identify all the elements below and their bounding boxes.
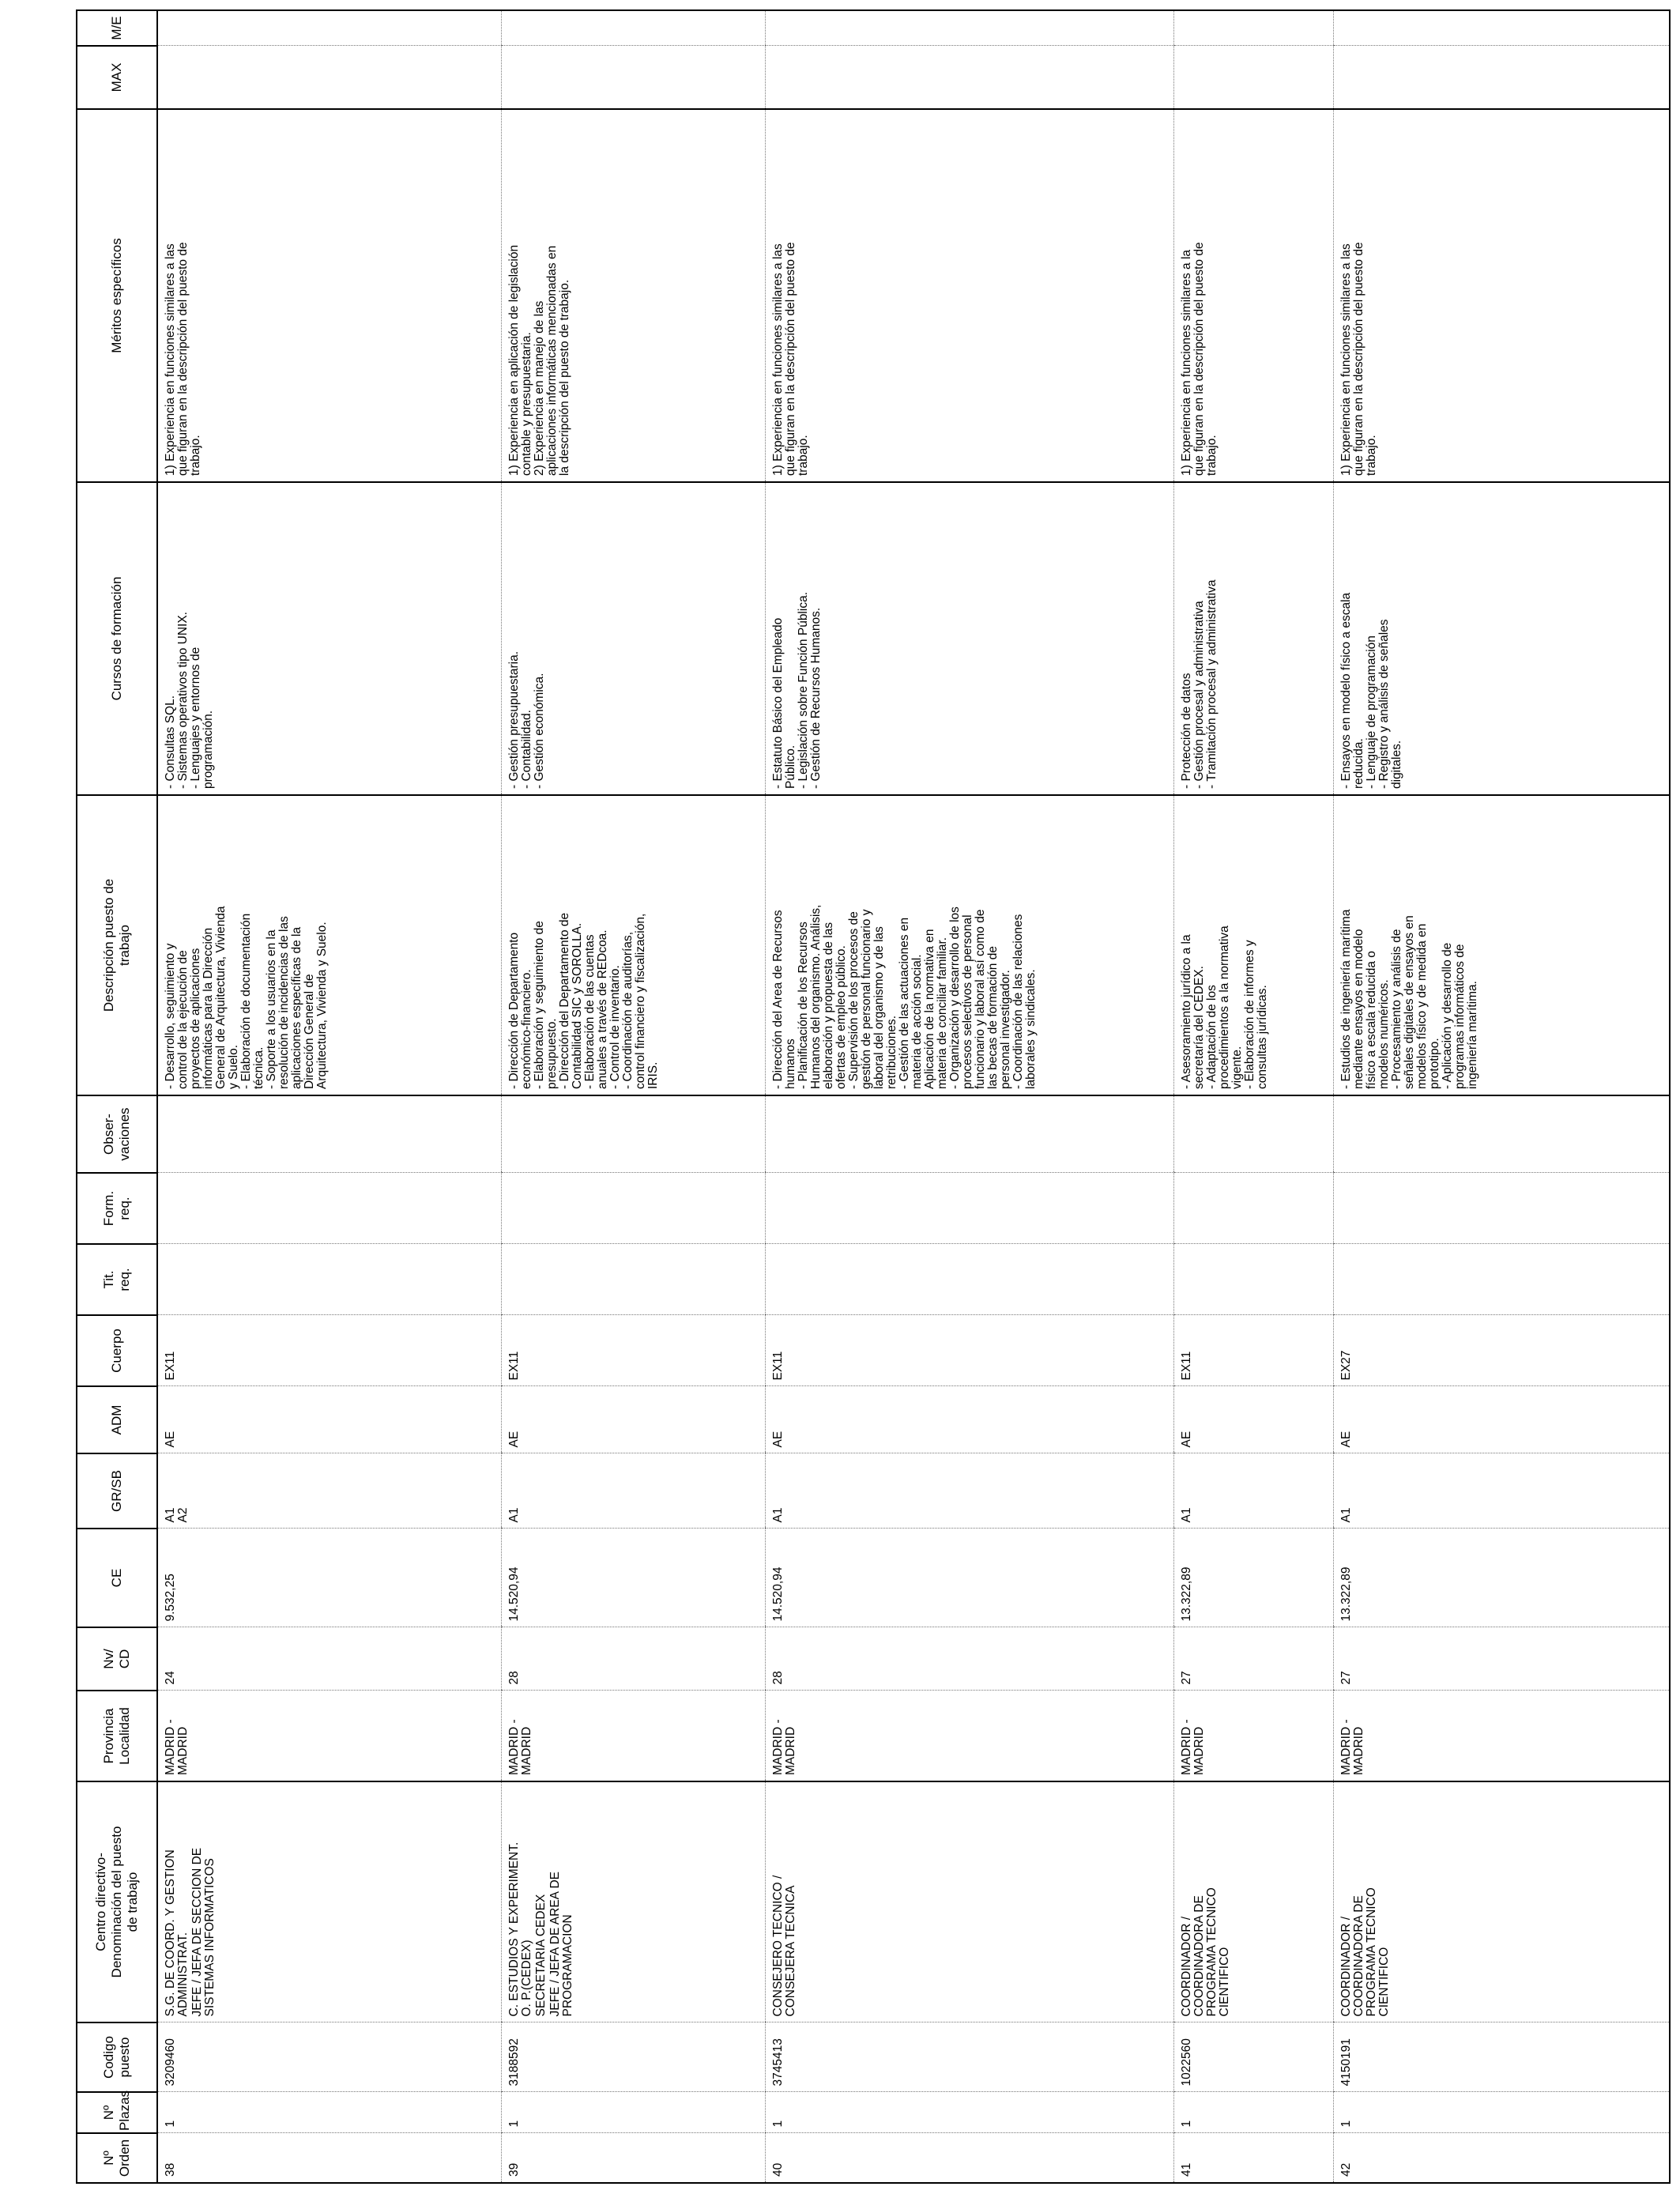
provincia-cell: MADRID - MADRID: [501, 1691, 765, 1781]
header-adm: ADM: [77, 1386, 157, 1453]
provincia-cell: MADRID - MADRID: [766, 1691, 1173, 1781]
header-centro: Centro directivo- Denominación del puesto de trabajo: [77, 1781, 157, 2022]
cursos-cell: - Ensayos en modelo físico a escala reducida. - Lenguaje de programación - Registro y análisis de señales digitales.: [1334, 482, 1670, 795]
adm-cell: AE: [766, 1386, 1173, 1453]
header-ce: CE: [77, 1529, 157, 1627]
header-formacion-req: Form. req.: [77, 1173, 157, 1244]
header-observaciones: Obser- vaciones: [77, 1095, 157, 1173]
max-cell: [1334, 46, 1670, 109]
titulacion-cell: [501, 1244, 765, 1315]
adm-cell: AE: [501, 1386, 765, 1453]
cuerpo-cell: EX11: [1173, 1315, 1334, 1386]
table-row: [1334, 10, 1670, 2183]
formacion-req-cell: [1334, 1173, 1670, 1244]
max-cell: [157, 46, 501, 109]
codigo-cell: 4150191: [1334, 2022, 1670, 2092]
ce-cell: 9.532,25: [157, 1529, 501, 1627]
denominacion-label: JEFE / JEFA DE SECCION DE SISTEMAS INFORMATICOS: [190, 1847, 217, 2017]
table-row: [157, 10, 501, 2183]
table-row: [1173, 10, 1334, 2183]
provincia-cell: MADRID - MADRID: [1334, 1691, 1670, 1781]
centro-cell: [157, 1781, 501, 2022]
plazas-cell: 1: [157, 2092, 501, 2133]
observaciones-cell: [501, 1095, 765, 1173]
titulacion-cell: [766, 1244, 1173, 1315]
header-meritos: Méritos específicos: [77, 109, 157, 482]
formacion-req-cell: [157, 1173, 501, 1244]
header-row: [77, 10, 157, 2183]
codigo-cell: 3188592: [501, 2022, 765, 2092]
centro-cell: [1173, 1781, 1334, 2022]
centro-cell: [766, 1781, 1173, 2022]
orden-cell: 41: [1173, 2133, 1334, 2183]
denominacion-label: JEFE / JEFA DE AREA DE PROGRAMACION: [548, 1872, 574, 2017]
header-max: MAX: [77, 46, 157, 109]
descripcion-cell: - Dirección de Departamento económico-financiero. - Elaboración y seguimiento de presupuesto. - Dirección del Departamento de Contabilidad SIC y SOROLLA. - Elaboración de las cuentas anuales a través de REDcoa. - Control de inventario. - Coordinación de auditorías, control financiero y fiscalización, IRIS.: [501, 795, 765, 1095]
meritos-cell: 1) Experiencia en funciones similares a la que figuran en la descripción del puesto de trabajo.: [1173, 109, 1334, 482]
cursos-cell: - Protección de datos - Gestión procesal y administrativa - Tramitación procesal y administrativa: [1173, 482, 1334, 795]
denominacion-label: COORDINADOR / COORDINADORA DE PROGRAMA TECNICO CIENTIFICO: [1179, 1887, 1231, 2017]
denominacion-label: COORDINADOR / COORDINADORA DE PROGRAMA TECNICO CIENTIFICO: [1339, 1887, 1392, 2017]
ce-cell: 13.322,89: [1334, 1529, 1670, 1627]
provincia-cell: MADRID - MADRID: [157, 1691, 501, 1781]
centro-directivo-label: C. ESTUDIOS Y EXPERIMENT. O. P.(CEDEX): [507, 1842, 533, 2017]
observaciones-cell: [1173, 1095, 1334, 1173]
codigo-cell: 3209460: [157, 2022, 501, 2092]
grupo-cell: A1: [1334, 1453, 1670, 1529]
header-codigo: Codigo puesto: [77, 2022, 157, 2092]
titulacion-cell: [1173, 1244, 1334, 1315]
adm-cell: AE: [1173, 1386, 1334, 1453]
cursos-cell: - Gestión presupuestaria. - Contabilidad. - Gestión económica.: [501, 482, 765, 795]
header-orden: Nº Orden: [77, 2133, 157, 2183]
meritos-cell: 1) Experiencia en funciones similares a las que figuran en la descripción del puesto de trabajo.: [1334, 109, 1670, 482]
descripcion-cell: - Dirección del Area de Recursos humanos - Planificación de los Recursos Humanos del organismo. Análisis, elaboración y propuesta de las ofertas de empleo público. - Supervisión de los procesos de gestión de personal funcionario y laboral del organismo y de las retribuciones. - Gestión de las actuaciones en materia de acción social. Aplicación de la normativa en materia de conciliar familiar. - Organización y desarrollo de los procesos selectivos de personal funcionario y laboral así como de las becas de formación de personal investigador. - Coordinación de las relaciones laborales y sindicales.: [766, 795, 1173, 1095]
cursos-cell: - Estatuto Básico del Empleado Público. - Legislación sobre Función Pública. - Gestión de Recursos Humanos.: [766, 482, 1173, 795]
nivel-cell: 24: [157, 1627, 501, 1691]
meritos-cell: 1) Experiencia en funciones similares a las que figuran en la descripción del puesto de trabajo.: [766, 109, 1173, 482]
cuerpo-cell: EX27: [1334, 1315, 1670, 1386]
header-provincia: Provincia Localidad: [77, 1691, 157, 1781]
header-titulacion: Tit. req.: [77, 1244, 157, 1315]
orden-cell: 42: [1334, 2133, 1670, 2183]
centro-cell: [1334, 1781, 1670, 2022]
grupo-cell: A1 A2: [157, 1453, 501, 1529]
descripcion-cell: - Desarrollo, seguimiento y control de la ejecución de proyectos de aplicaciones informáticas para la Dirección General de Arquitectura, Vivienda y Suelo. - Elaboración de documentación técnica. - Soporte a los usuarios en la resolución de incidencias de las aplicaciones específicas de la Dirección General de Arquitectura, Vivienda y Suelo.: [157, 795, 501, 1095]
cuerpo-cell: EX11: [157, 1315, 501, 1386]
formacion-req-cell: [501, 1173, 765, 1244]
orden-cell: 38: [157, 2133, 501, 2183]
nivel-cell: 28: [501, 1627, 765, 1691]
denominacion-label: CONSEJERO TECNICO / CONSEJERA TECNICA: [771, 1875, 798, 2017]
adm-cell: AE: [1334, 1386, 1670, 1453]
header-me: M/E: [77, 10, 157, 46]
grupo-cell: A1: [766, 1453, 1173, 1529]
max-cell: [501, 46, 765, 109]
centro-directivo-label: S.G. DE COORD. Y GESTION ADMINISTRAT.: [164, 1849, 190, 2017]
nivel-cell: 28: [766, 1627, 1173, 1691]
titulacion-cell: [157, 1244, 501, 1315]
me-cell: [1334, 10, 1670, 46]
codigo-cell: 1022560: [1173, 2022, 1334, 2092]
adm-cell: AE: [157, 1386, 501, 1453]
plazas-cell: 1: [1334, 2092, 1670, 2133]
nivel-cell: 27: [1173, 1627, 1334, 1691]
plazas-cell: 1: [1173, 2092, 1334, 2133]
orden-cell: 39: [501, 2133, 765, 2183]
puestos-table: [76, 9, 1671, 2184]
max-cell: [1173, 46, 1334, 109]
cuerpo-cell: EX11: [766, 1315, 1173, 1386]
unidad-label: SECRETARIA CEDEX: [533, 1894, 548, 2017]
header-cuerpo: Cuerpo: [77, 1315, 157, 1386]
descripcion-cell: - Asesoramiento jurídico a la secretaría del CEDEX. - Adaptación de los procedimientos a la normativa vigente. - Elaboración de informes y consultas jurídicas.: [1173, 795, 1334, 1095]
meritos-cell: 1) Experiencia en aplicación de legislación contable y presupuestaria. 2) Experiencia en manejo de las aplicaciones informáticas mencionadas en la descripción del puesto de trabajo.: [501, 109, 765, 482]
me-cell: [501, 10, 765, 46]
orden-cell: 40: [766, 2133, 1173, 2183]
ce-cell: 14.520,94: [766, 1529, 1173, 1627]
provincia-cell: MADRID - MADRID: [1173, 1691, 1334, 1781]
ce-cell: 13.322,89: [1173, 1529, 1334, 1627]
ce-cell: 14.520,94: [501, 1529, 765, 1627]
cuerpo-cell: EX11: [501, 1315, 765, 1386]
header-grupo: GR/SB: [77, 1453, 157, 1529]
observaciones-cell: [766, 1095, 1173, 1173]
formacion-req-cell: [766, 1173, 1173, 1244]
grupo-cell: A1: [1173, 1453, 1334, 1529]
header-cursos: Cursos de formación: [77, 482, 157, 795]
max-cell: [766, 46, 1173, 109]
me-cell: [157, 10, 501, 46]
table-row: [766, 10, 1173, 2183]
formacion-req-cell: [1173, 1173, 1334, 1244]
observaciones-cell: [157, 1095, 501, 1173]
titulacion-cell: [1334, 1244, 1670, 1315]
plazas-cell: 1: [766, 2092, 1173, 2133]
me-cell: [766, 10, 1173, 46]
nivel-cell: 27: [1334, 1627, 1670, 1691]
header-descripcion: Descripción puesto de trabajo: [77, 795, 157, 1095]
descripcion-cell: - Estudios de ingeniería marítima mediante ensayos en modelo físico a escala reducida o modelos numéricos. - Procesamiento y análisis de señales digitales de ensayos en modelos físico y de medida en prototipo. - Aplicación y desarrollo de programas informáticos de ingeniería marítima.: [1334, 795, 1670, 1095]
me-cell: [1173, 10, 1334, 46]
header-plazas: Nº Plazas: [77, 2092, 157, 2133]
cursos-cell: - Consultas SQL. - Sistemas operativos tipo UNIX. - Lenguajes y entornos de programación.: [157, 482, 501, 795]
codigo-cell: 3745413: [766, 2022, 1173, 2092]
plazas-cell: 1: [501, 2092, 765, 2133]
meritos-cell: 1) Experiencia en funciones similares a las que figuran en la descripción del puesto de trabajo.: [157, 109, 501, 482]
header-nivel: Nv/ CD: [77, 1627, 157, 1691]
grupo-cell: A1: [501, 1453, 765, 1529]
centro-cell: [501, 1781, 765, 2022]
table-row: [501, 10, 765, 2183]
observaciones-cell: [1334, 1095, 1670, 1173]
